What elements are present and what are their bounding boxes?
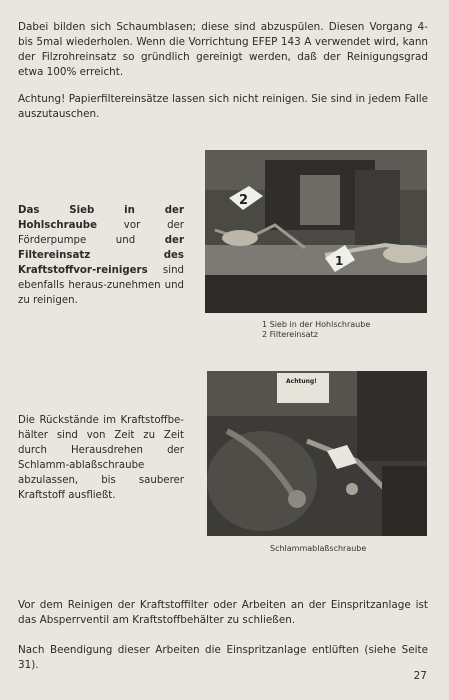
engine-illustration-1	[205, 150, 427, 313]
text-sieve-normal: vor der Förderpumpe und	[18, 220, 184, 246]
paragraph-bleed-system: Nach Beendigung dieser Arbeiten die Einspritzanlage entlüften (siehe Seite 31).	[18, 644, 428, 671]
page-number: 27	[413, 670, 427, 682]
engine-photo-sieve	[205, 150, 427, 313]
paragraph-shutoff-valve: Vor dem Reinigen der Kraftstoffilter oder Arbeiten an der Einspritzanlage ist das Absperrventil am Kraftstoffbehälter zu schließen.	[18, 599, 428, 626]
svg-text:1: 1	[335, 254, 344, 268]
text-tank-sediment: Die Rückstände im Kraftstoffbe-hälter sind von Zeit zu Zeit durch Herausdrehen der Schlamm-ablaßschraube abzulassen, bis sauberer Kraftstoff ausfließt.	[18, 415, 184, 501]
caption-line-1: 1 Sieb in der Hohlschraube	[262, 320, 371, 329]
figure1-caption	[262, 320, 370, 340]
text-filter-bold: der Filtereinsatz des Kraftstoffvor-reinigers	[18, 235, 184, 276]
text-sieve-filter	[18, 203, 184, 308]
paragraph-cleaning-procedure: Dabei bilden sich Schaumblasen; diese sind abzuspülen. Diesen Vorgang 4- bis 5mal wiederholen. Wenn die Vorrichtung EFEP 143 A verwendet wird, kann der Filzrohreinsatz so gründlich gereinigt werden, daß der Reinigungsgrad etwa 100% erreicht.	[18, 21, 428, 78]
engine-illustration-2	[207, 371, 427, 536]
svg-text:2: 2	[239, 193, 249, 208]
paragraph-paper-filter-warning: Achtung! Papierfiltereinsätze lassen sich nicht reinigen. Sie sind in jedem Falle auszutauschen.	[18, 93, 428, 120]
caption-line-2: 2 Filtereinsatz	[262, 330, 318, 339]
warning-label: Achtung!	[286, 378, 317, 385]
text-sieve-bold: Das Sieb in der Hohlschraube	[18, 205, 184, 231]
text-filter-normal: sind ebenfalls heraus-zunehmen und zu reinigen.	[18, 265, 184, 306]
figure2-caption: Schlammablaßschraube	[270, 544, 367, 553]
engine-photo-drain-screw	[207, 371, 427, 536]
